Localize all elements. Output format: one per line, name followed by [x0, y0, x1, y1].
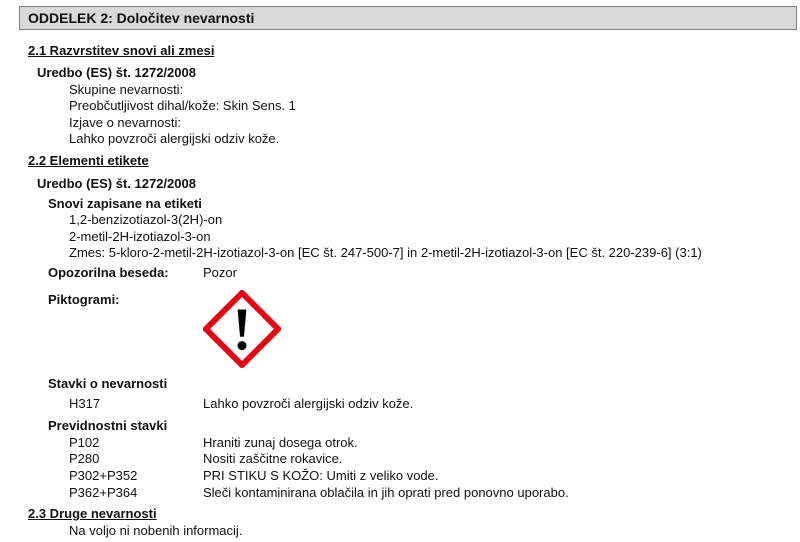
ghs07-exclamation-mark-icon [203, 290, 281, 368]
hazard-statement-line: Lahko povzroči alergijski odziv kože. [69, 131, 280, 146]
precaution-text: Nositi zaščitne rokavice. [203, 451, 343, 466]
precaution-code: P302+P352 [69, 468, 138, 483]
section-title: ODDELEK 2: Določitev nevarnosti [28, 10, 255, 26]
hazard-statements-label: Izjave o nevarnosti: [69, 115, 182, 130]
substance-item: 2-metil-2H-izotiazol-3-on [69, 229, 211, 244]
heading-2-2: 2.2 Elementi etikete [28, 153, 149, 168]
section-header [19, 6, 797, 30]
classification-line: Preobčutljivost dihal/kože: Skin Sens. 1 [69, 98, 296, 113]
precaution-code: P280 [69, 451, 100, 466]
other-hazards-text: Na voljo ni nobenih informacij. [69, 523, 243, 538]
substance-item: Zmes: 5-kloro-2-metil-2H-izotiazol-3-on [EC št. 247-500-7] in 2-metil-2H-izotiazol-3-on [EC št. 220-239-6] (3:1) [69, 245, 702, 260]
hazard-statements-heading: Stavki o nevarnosti [48, 376, 168, 391]
precaution-code: P362+P364 [69, 485, 138, 500]
hazard-text: Lahko povzroči alergijski odziv kože. [203, 396, 414, 411]
hazard-groups-label: Skupine nevarnosti: [69, 82, 184, 97]
signal-word-value: Pozor [203, 265, 237, 280]
regulation-2-2: Uredbo (ES) št. 1272/2008 [37, 176, 196, 191]
substance-item: 1,2-benzizotiazol-3(2H)-on [69, 212, 223, 227]
hazard-code: H317 [69, 396, 101, 411]
precaution-code: P102 [69, 435, 100, 450]
heading-2-1: 2.1 Razvrstitev snovi ali zmesi [28, 43, 215, 58]
heading-2-3: 2.3 Druge nevarnosti [28, 506, 157, 521]
substances-label: Snovi zapisane na etiketi [48, 196, 202, 211]
regulation-2-1: Uredbo (ES) št. 1272/2008 [37, 65, 196, 80]
precaution-text: Hraniti zunaj dosega otrok. [203, 435, 358, 450]
signal-word-label: Opozorilna beseda: [48, 265, 169, 280]
precaution-text: PRI STIKU S KOŽO: Umiti z veliko vode. [203, 468, 439, 483]
pictograms-label: Piktogrami: [48, 292, 120, 307]
precaution-text: Sleči kontaminirana oblačila in jih oprati pred ponovno uporabo. [203, 485, 569, 500]
precautionary-heading: Previdnostni stavki [48, 418, 168, 433]
